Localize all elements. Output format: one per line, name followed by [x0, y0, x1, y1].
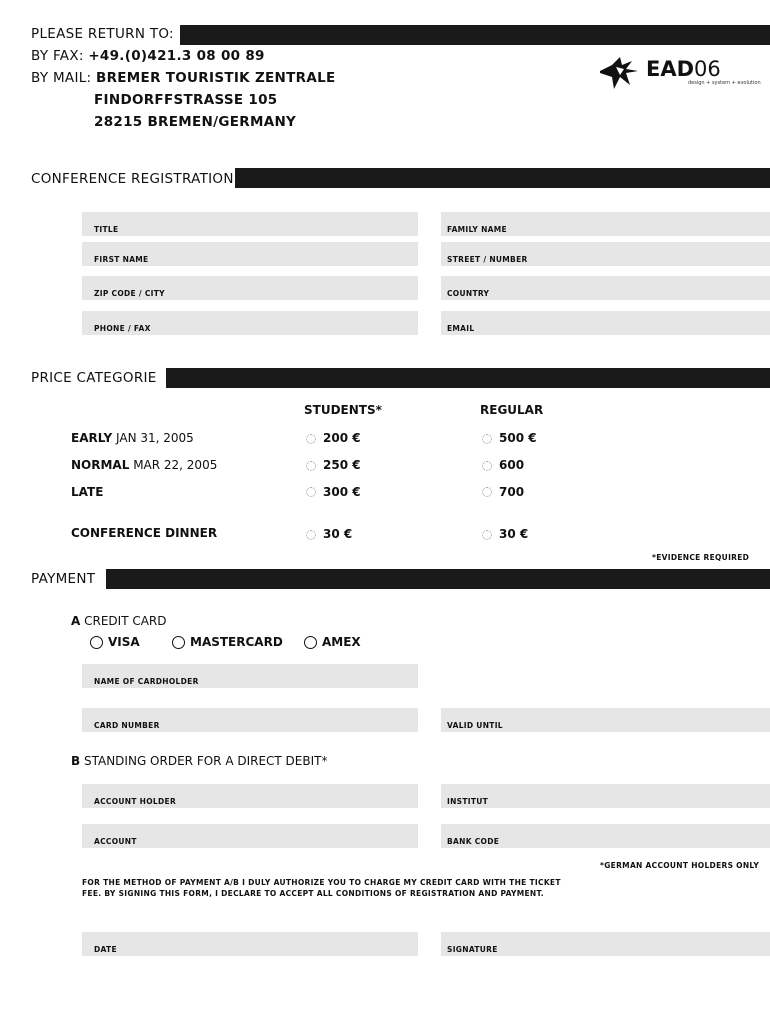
late-regular-price: 700 — [499, 485, 525, 499]
early-students-price: 200 € — [323, 431, 361, 445]
normal-date: MAR 22, 2005 — [133, 458, 218, 472]
authorization-text-line2: FEE. BY SIGNING THIS FORM, I DECLARE TO ACCEPT ALL CONDITIONS OF REGISTRATION AND PAYMENT. — [82, 889, 544, 898]
logo-name-bold: EAD — [646, 57, 695, 81]
logo-wordmark — [646, 57, 721, 81]
direct-debit-label: STANDING ORDER FOR A DIRECT DEBIT* — [83, 754, 328, 768]
normal-students-price: 250 € — [323, 458, 361, 472]
registration-title: CONFERENCE REGISTRATION — [31, 171, 234, 187]
payment-bar — [106, 569, 770, 589]
early-row-label — [71, 431, 194, 445]
first-name-field-label: FIRST NAME — [94, 255, 149, 264]
card-number-field-label: CARD NUMBER — [94, 721, 160, 730]
evidence-note: *EVIDENCE REQUIRED — [652, 553, 750, 562]
normal-regular-radio[interactable] — [482, 461, 492, 471]
account-field[interactable] — [82, 824, 418, 848]
normal-label: NORMAL — [71, 458, 130, 472]
students-column-header: STUDENTS* — [304, 403, 382, 417]
header-bar — [180, 25, 770, 45]
payment-title: PAYMENT — [31, 571, 96, 587]
fax-number: +49.(0)421.3 08 00 89 — [88, 48, 265, 64]
first-name-field[interactable] — [82, 242, 418, 266]
signature-field-label: SIGNATURE — [447, 945, 498, 954]
bank-code-field-label: BANK CODE — [447, 837, 500, 846]
date-field-label: DATE — [94, 945, 117, 954]
late-students-radio[interactable] — [306, 487, 316, 497]
price-title: PRICE CATEGORIE — [31, 370, 157, 386]
zip-city-field-label: ZIP CODE / CITY — [94, 289, 165, 298]
direct-debit-heading — [71, 754, 327, 768]
dinner-regular-price: 30 € — [499, 527, 529, 541]
street-field-label: STREET / NUMBER — [447, 255, 528, 264]
account-holder-field-label: ACCOUNT HOLDER — [94, 797, 177, 806]
cardholder-field[interactable] — [82, 664, 418, 688]
fax-label: BY FAX: — [31, 48, 84, 64]
visa-label: VISA — [108, 635, 140, 649]
amex-radio[interactable] — [304, 636, 317, 649]
phone-fax-field[interactable] — [82, 311, 418, 335]
mail-address-line2: FINDORFFSTRASSE 105 — [94, 92, 278, 108]
normal-students-radio[interactable] — [306, 461, 316, 471]
mastercard-radio[interactable] — [172, 636, 185, 649]
return-label: PLEASE RETURN TO: — [31, 26, 174, 42]
price-bar — [166, 368, 770, 388]
amex-label: AMEX — [322, 635, 361, 649]
mail-address-line1: BREMER TOURISTIK ZENTRALE — [96, 70, 336, 86]
late-label: LATE — [71, 485, 104, 499]
option-b-letter: B — [71, 754, 81, 768]
early-regular-radio[interactable] — [482, 434, 492, 444]
cardholder-field-label: NAME OF CARDHOLDER — [94, 677, 199, 686]
normal-regular-price: 600 — [499, 458, 525, 472]
mail-line — [31, 70, 336, 86]
dinner-students-radio[interactable] — [306, 530, 316, 540]
mastercard-label: MASTERCARD — [190, 635, 283, 649]
valid-until-field-label: VALID UNTIL — [447, 721, 503, 730]
mail-label: BY MAIL: — [31, 70, 92, 86]
late-regular-radio[interactable] — [482, 487, 492, 497]
early-date: JAN 31, 2005 — [116, 431, 194, 445]
title-field[interactable] — [82, 212, 418, 236]
registration-bar — [235, 168, 770, 188]
dinner-regular-radio[interactable] — [482, 530, 492, 540]
card-number-field[interactable] — [82, 708, 418, 732]
account-holder-field[interactable] — [82, 784, 418, 808]
bank-code-field[interactable] — [441, 824, 770, 848]
institut-field-label: INSTITUT — [447, 797, 489, 806]
email-field[interactable] — [441, 311, 770, 335]
dinner-students-price: 30 € — [323, 527, 353, 541]
country-field-label: COUNTRY — [447, 289, 490, 298]
credit-card-label: CREDIT CARD — [84, 614, 167, 628]
account-field-label: ACCOUNT — [94, 837, 137, 846]
visa-radio[interactable] — [90, 636, 103, 649]
regular-column-header: REGULAR — [480, 403, 544, 417]
signature-field[interactable] — [441, 932, 770, 956]
street-field[interactable] — [441, 242, 770, 266]
date-field[interactable] — [82, 932, 418, 956]
german-holders-note: *GERMAN ACCOUNT HOLDERS ONLY — [600, 861, 760, 870]
title-field-label: TITLE — [94, 225, 119, 234]
credit-card-heading — [71, 614, 167, 628]
fax-line — [31, 48, 265, 64]
institut-field[interactable] — [441, 784, 770, 808]
zip-city-field[interactable] — [82, 276, 418, 300]
mail-address-line3: 28215 BREMEN/GERMANY — [94, 114, 297, 130]
ead-logo-icon — [598, 55, 644, 91]
early-label: EARLY — [71, 431, 113, 445]
country-field[interactable] — [441, 276, 770, 300]
option-a-letter: A — [71, 614, 81, 628]
phone-fax-field-label: PHONE / FAX — [94, 324, 151, 333]
normal-row-label — [71, 458, 217, 472]
late-row-label — [71, 485, 103, 499]
logo-name-light: 06 — [694, 57, 721, 81]
family-name-field-label: FAMILY NAME — [447, 225, 507, 234]
dinner-row-label — [71, 526, 217, 540]
family-name-field[interactable] — [441, 212, 770, 236]
email-field-label: EMAIL — [447, 324, 475, 333]
valid-until-field[interactable] — [441, 708, 770, 732]
dinner-label: CONFERENCE DINNER — [71, 526, 218, 540]
late-students-price: 300 € — [323, 485, 361, 499]
ead-logo — [598, 55, 761, 95]
logo-tagline: design + system + evolution — [688, 80, 761, 86]
early-students-radio[interactable] — [306, 434, 316, 444]
early-regular-price: 500 € — [499, 431, 537, 445]
authorization-text-line1: FOR THE METHOD OF PAYMENT A/B I DULY AUTHORIZE YOU TO CHARGE MY CREDIT CARD WITH THE TICKET — [82, 878, 561, 887]
